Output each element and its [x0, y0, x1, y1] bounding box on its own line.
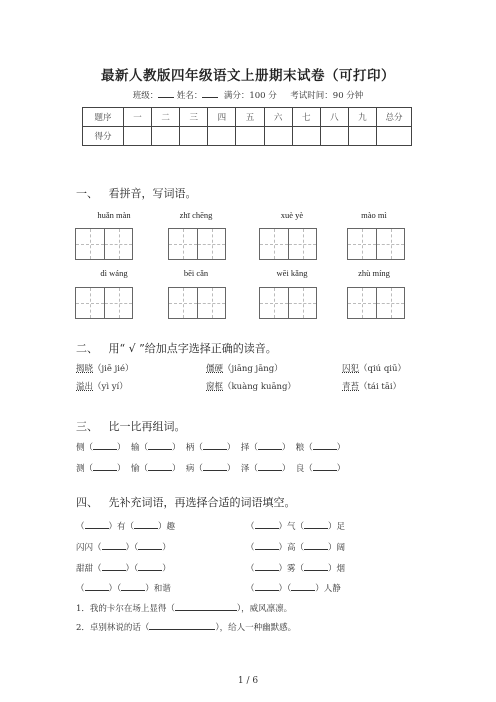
grid-cell[interactable] [197, 288, 225, 318]
answer-blank[interactable] [304, 562, 328, 571]
word: 僵硬 [206, 364, 224, 374]
char: 侧 [76, 443, 85, 453]
score-header-cell: 五 [236, 108, 264, 127]
score-header-cell: 八 [320, 108, 348, 127]
grid-cell[interactable] [288, 229, 316, 259]
reading: （qiú qiū） [359, 364, 406, 374]
score-cell [236, 127, 264, 146]
score-header-cell: 二 [152, 108, 180, 127]
answer-blank[interactable] [148, 441, 172, 450]
grid-cell[interactable] [376, 288, 404, 318]
score-header-cell: 题序 [83, 108, 124, 127]
reading-item [342, 362, 406, 374]
writing-grid[interactable] [347, 228, 405, 260]
pinyin-label: xuè yè [280, 210, 304, 220]
section-text: 用“ √ ”给加点字选择正确的读音。 [108, 342, 277, 355]
answer-blank[interactable] [313, 462, 337, 471]
char: 择 [240, 443, 250, 453]
reading-item [206, 380, 296, 392]
section-3-heading [76, 418, 186, 434]
answer-blank[interactable] [255, 582, 279, 591]
char: 良 [295, 464, 305, 474]
pinyin-label: dì wáng [100, 268, 128, 278]
score-value-row [83, 127, 412, 146]
reading: （jiāng jāng） [223, 364, 283, 374]
answer-blank[interactable] [102, 541, 126, 550]
idiom-left-3: 甜甜（ ）（ ） [76, 564, 171, 574]
grid-cell[interactable] [169, 288, 197, 318]
answer-blank[interactable] [255, 520, 279, 529]
grid-cell[interactable] [376, 229, 404, 259]
answer-blank[interactable] [258, 462, 282, 471]
char: 泽 [240, 464, 250, 474]
pinyin-label: wēi kǎng [276, 268, 308, 278]
answer-blank[interactable] [203, 462, 227, 471]
answer-blank[interactable] [175, 602, 237, 611]
idiom-left-1: （ ）有（ ）趣 [76, 522, 176, 532]
score-cell [264, 127, 292, 146]
answer-blank[interactable] [291, 582, 315, 591]
section-number: 二、 [76, 342, 98, 355]
section-text: 比一比再组词。 [108, 420, 186, 433]
char: 输 [130, 443, 140, 453]
class-blank [158, 89, 174, 98]
answer-blank[interactable] [102, 562, 126, 571]
section-number: 三、 [76, 420, 98, 433]
idiom-right-3: （ ）雾（ ）烟 [246, 564, 346, 574]
name-blank [202, 89, 218, 98]
answer-blank[interactable] [258, 441, 282, 450]
answer-blank[interactable] [134, 520, 158, 529]
word: 窗框 [206, 382, 224, 392]
answer-blank[interactable] [121, 582, 145, 591]
reading: （kuàng kuāng） [223, 382, 296, 392]
answer-blank[interactable] [255, 562, 279, 571]
reading-item [76, 380, 128, 392]
grid-cell[interactable] [104, 229, 132, 259]
char: 粮 [295, 443, 305, 453]
idiom-right-1: （ ）气（ ）足 [246, 522, 346, 532]
char: 测 [76, 464, 85, 474]
char: 愉 [130, 464, 140, 474]
answer-blank[interactable] [138, 541, 162, 550]
score-cell [292, 127, 320, 146]
grid-cell[interactable] [348, 229, 376, 259]
score-table [82, 107, 412, 146]
grid-cell[interactable] [104, 288, 132, 318]
writing-grid[interactable] [75, 287, 133, 319]
score-row-label: 得分 [83, 127, 124, 146]
class-label: 班级： [132, 91, 159, 101]
section-2-heading [76, 340, 277, 356]
score-header-cell: 七 [292, 108, 320, 127]
idiom-left-4: （ ）（ ）和谐 [76, 584, 171, 594]
score-header-cell: 三 [180, 108, 208, 127]
score-cell [320, 127, 348, 146]
answer-blank[interactable] [85, 582, 109, 591]
answer-blank[interactable] [304, 541, 328, 550]
writing-grid[interactable] [168, 287, 226, 319]
reading-item [206, 362, 283, 374]
answer-blank[interactable] [85, 520, 109, 529]
grid-cell[interactable] [76, 229, 104, 259]
section-number: 一、 [76, 187, 98, 200]
reading: （tái tāi） [359, 382, 402, 392]
writing-grid[interactable] [347, 287, 405, 319]
grid-cell[interactable] [197, 229, 225, 259]
fill-sentence-1: 1．我的卡尔在场上显得（ ），威风凛凛。 [76, 604, 293, 614]
score-header-cell: 四 [208, 108, 236, 127]
exam-info [0, 89, 496, 101]
pinyin-label: bēi cǎn [183, 268, 209, 278]
grid-cell[interactable] [260, 288, 288, 318]
answer-blank[interactable] [304, 520, 328, 529]
name-label: 姓名： [176, 91, 203, 101]
word: 溢出 [76, 382, 94, 392]
word: 青苔 [342, 382, 360, 392]
answer-blank[interactable] [93, 462, 117, 471]
score-header-cell: 一 [124, 108, 152, 127]
idiom-left-2: 闪闪（ ）（ ） [76, 543, 171, 553]
writing-grid[interactable] [168, 228, 226, 260]
pinyin-label: zhī chēng [179, 210, 213, 220]
section-number: 四、 [76, 496, 98, 509]
fill-sentence-2: 2．卓别林说的话（ ），给人一种幽默感。 [76, 623, 297, 633]
score-cell [152, 127, 180, 146]
exam-time: 考试时间：90 分钟 [290, 91, 364, 101]
pinyin-label: mào mì [361, 210, 387, 220]
answer-blank[interactable] [313, 441, 337, 450]
grid-cell[interactable] [169, 229, 197, 259]
page-title: 最新人教版四年级语文上册期末试卷（可打印） [101, 68, 395, 84]
full-score: 满分：100 分 [223, 91, 277, 101]
page-number: 1 / 6 [237, 676, 259, 686]
reading: （jiē jié） [93, 364, 134, 374]
compare-row-2: 测（ ） 愉（ ） 病（ ） 泽（ ） 良（ ） [76, 464, 346, 474]
idiom-right-4: （ ）（ ）人静 [246, 584, 341, 594]
score-cell [180, 127, 208, 146]
answer-blank[interactable] [203, 441, 227, 450]
answer-blank[interactable] [149, 621, 215, 630]
writing-grid[interactable] [259, 287, 317, 319]
score-cell [124, 127, 152, 146]
word: 囚犯 [342, 364, 360, 374]
char: 柄 [185, 443, 195, 453]
pinyin-label: huǎn màn [97, 210, 131, 220]
score-cell [208, 127, 236, 146]
section-4-heading [76, 494, 296, 510]
writing-grid[interactable] [75, 228, 133, 260]
reading-item [76, 362, 134, 374]
answer-blank[interactable] [148, 462, 172, 471]
grid-cell[interactable] [260, 229, 288, 259]
section-1-heading [76, 185, 197, 201]
score-cell [377, 127, 412, 146]
answer-blank[interactable] [93, 441, 117, 450]
pinyin-label: zhù míng [358, 268, 390, 278]
score-header-cell: 九 [348, 108, 376, 127]
score-cell [348, 127, 376, 146]
compare-row-1: 侧（ ） 输（ ） 柄（ ） 择（ ） 粮（ ） [76, 443, 346, 453]
grid-cell[interactable] [348, 288, 376, 318]
answer-blank[interactable] [138, 562, 162, 571]
score-header-row [83, 108, 412, 127]
reading: （yì yí） [93, 382, 128, 392]
section-text: 看拼音，写词语。 [108, 187, 197, 200]
char: 病 [185, 464, 195, 474]
answer-blank[interactable] [255, 541, 279, 550]
score-header-cell: 总分 [377, 108, 412, 127]
grid-cell[interactable] [76, 288, 104, 318]
grid-cell[interactable] [288, 288, 316, 318]
score-header-cell: 六 [264, 108, 292, 127]
section-text: 先补充词语，再选择合适的词语填空。 [108, 496, 296, 509]
writing-grid[interactable] [259, 228, 317, 260]
word: 揭晓 [76, 364, 94, 374]
idiom-right-2: （ ）高（ ）阔 [246, 543, 346, 553]
reading-item [342, 380, 401, 392]
